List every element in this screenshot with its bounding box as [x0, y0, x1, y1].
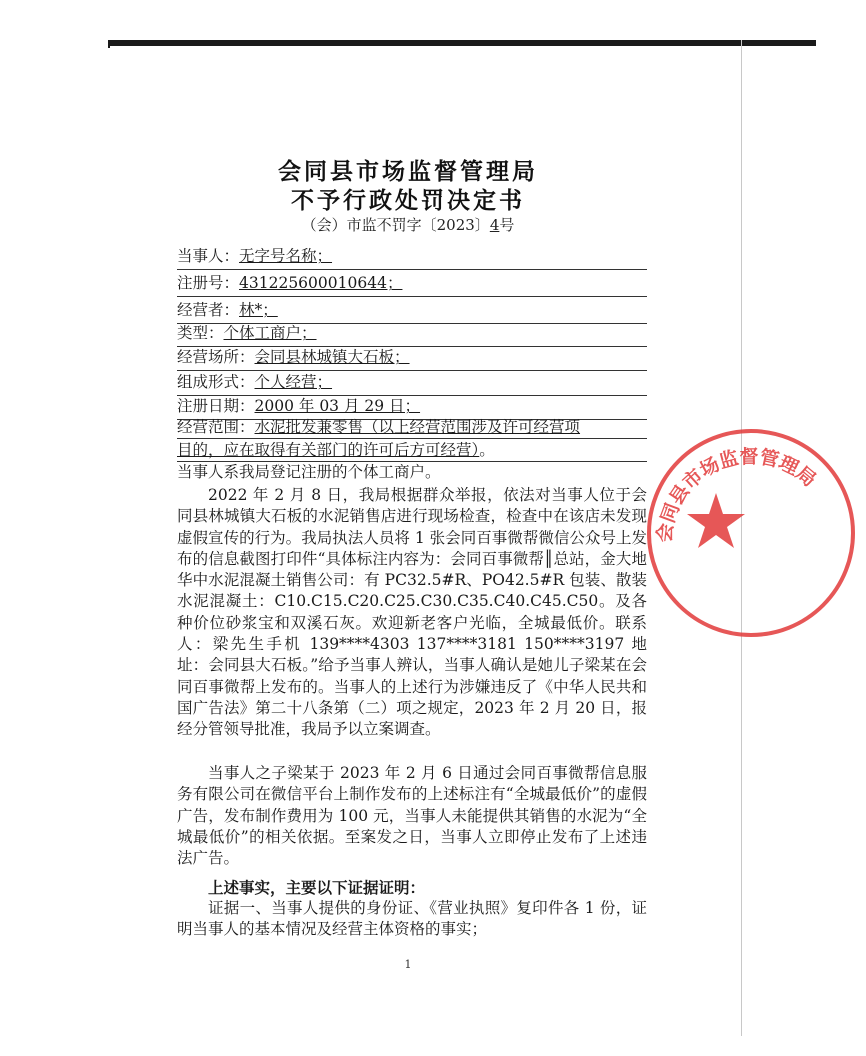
field-value: 个体工商户； [223, 324, 317, 342]
evidence-item-1: 证据一、当事人提供的身份证、《营业执照》复印件各 1 份，证明当事人的基本情况及经营主体资格的事实； [177, 899, 647, 939]
paragraph-inspection: 2022 年 2 月 8 日，我局根据群众举报，依法对当事人位于会同县林城镇大石板的水泥销售店进行现场检查，检查中在该店未发现虚假宣传的行为。我局执法人员将 1 张会同百事微帮微信公众号上发布的信息截图打印件“具体标注内容为：会同百事微帮║总站，金大地华中水泥混凝土销售公司：有 PC32.5#R、PO42.5#R 包装、散装水泥混凝土：C10.C15.C20.C25.C30.C35.C40.C45.C50。及各种价位砂浆宝和双溪石灰。欢迎新老客户光临，全城最低价。联系人：梁先生手机 139****4303 137****3181 150****3197 地址：会同县大石板。”给予当事人辨认，当事人确认是她儿子梁某在会同百事微帮上发布的。当事人的上述行为涉嫌违反了《中华人民共和国广告法》第二十八条第（二）项之规定，2023 年 2 月 20 日，报经分管领导批准，我局予以立案调查。 [177, 486, 647, 739]
doc-number-value: 4 [489, 216, 500, 234]
document-number [0, 214, 816, 235]
scope-tail: 。 [479, 441, 495, 459]
official-seal-icon [636, 418, 866, 648]
field-value: 2000 年 03 月 29 日； [254, 397, 421, 415]
field-label: 类型： [177, 324, 224, 342]
scope-line-2 [177, 439, 647, 462]
evidence-heading: 上述事实，主要以下证据证明： [208, 878, 426, 897]
page-title: 会同县市场监督管理局 [278, 158, 538, 185]
doc-number-suffix: 号 [499, 216, 515, 234]
field-value: 林*； [239, 301, 278, 319]
field-business-premises [177, 344, 647, 371]
field-value: 会同县林城镇大石板； [254, 348, 410, 366]
scope-value-line-1: 水泥批发兼零售（以上经营范围涉及许可经营项 [254, 418, 581, 436]
field-value: 个人经营； [254, 373, 333, 391]
scope-line-1 [177, 416, 647, 439]
field-type [177, 320, 647, 347]
field-value: 431225600010644； [239, 274, 403, 292]
field-organization-form [177, 369, 647, 396]
scan-edge-left [108, 40, 110, 48]
field-label: 组成形式： [177, 373, 255, 391]
page-subtitle: 不予行政处罚决定书 [291, 187, 525, 214]
field-label: 注册日期： [177, 397, 255, 415]
svg-text:会同县市场监督管理局: 会同县市场监督管理局 [653, 445, 821, 544]
paragraph-intro: 当事人系我局登记注册的个体工商户。 [177, 463, 441, 481]
field-label: 经营者： [177, 301, 240, 319]
scan-edge-top [110, 40, 816, 46]
field-party [177, 243, 647, 270]
scope-value-line-2: 目的，应在取得有关部门的许可后方可经营） [177, 441, 480, 459]
field-label: 经营范围： [177, 418, 255, 436]
field-business-scope [177, 416, 647, 462]
paragraph-facts: 当事人之子梁某于 2023 年 2 月 6 日通过会同百事微帮信息服务有限公司在微信平台上制作发布的上述标注有“全城最低价”的虚假广告，发布制作费用为 100 元，当事人未能提供其销售的水泥为“全城最低价”的相关依据。至案发之日，当事人立即停止发布了上述违法广告。 [177, 764, 647, 868]
field-label: 注册号： [177, 274, 240, 292]
page-number: 1 [404, 958, 412, 971]
field-label: 经营场所： [177, 348, 255, 366]
doc-number-prefix: （会）市监不罚字〔2023〕 [301, 216, 490, 234]
field-registration-number [177, 270, 647, 297]
field-label: 当事人： [177, 247, 240, 265]
field-value: 无字号名称； [239, 247, 333, 265]
